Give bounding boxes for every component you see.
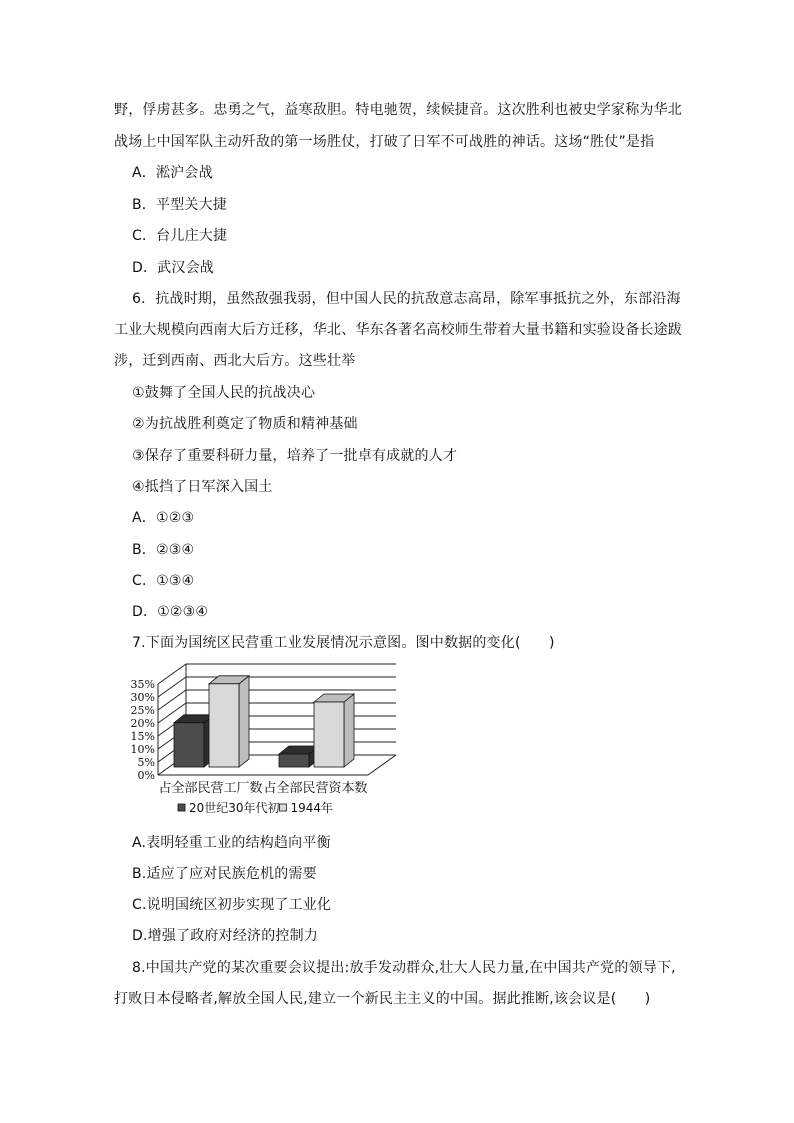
q7-option-d: D.增强了政府对经济的控制力 [132,928,319,944]
q6-item-1: ①鼓舞了全国人民的抗战决心 [132,385,316,401]
bar-side [239,676,249,767]
q6-option-b: B．②③④ [132,542,195,558]
q6-stem-line-2: 工业大规模向西南大后方迁移，华北、华东各著名高校师生带着大量书籍和实验设备长途跋 [114,322,682,338]
gridline-side [158,664,186,684]
q6-option-c: C．①③④ [132,573,195,589]
gridline-side [158,677,186,697]
legend-label: 1944年 [290,801,334,815]
y-tick-label: 30% [130,691,155,704]
legend-swatch [178,804,185,811]
q5-stem-line-1: 野，俘虏甚多。忠勇之气，益寒敌胆。特电驰贺，续候捷音。这次胜利也被史学家称为华北 [114,102,682,118]
y-tick-label: 25% [130,704,155,717]
q8-stem-line-2: 打败日本侵略者,解放全国人民,建立一个新民主主义的中国。据此推断,该会议是( ) [114,991,651,1007]
x-category-label: 占全部民营工厂数 [158,781,263,796]
y-tick-label: 0% [137,769,155,782]
legend-swatch [280,804,287,811]
q7-bar-chart [128,658,418,820]
x-category-label: 占全部民营资本数 [263,781,368,796]
q7-option-c: C.说明国统区初步实现了工业化 [132,897,332,913]
q5-stem-line-2: 战场上中国军队主动歼敌的第一场胜仗，打破了日军不可战胜的神话。这场“胜仗”是指 [114,134,655,150]
q7-option-a: A.表明轻重工业的结构趋向平衡 [132,835,331,851]
q5-option-a: A．淞沪会战 [132,165,213,181]
q6-item-3: ③保存了重要科研力量，培养了一批卓有成就的人才 [132,448,458,464]
gridline-side [158,690,186,710]
y-tick-label: 35% [130,678,155,691]
bar-side [344,694,354,767]
q7-option-b: B.适应了应对民族危机的需要 [132,866,317,882]
q6-option-a: A．①②③ [132,510,195,526]
q6-item-4: ④抵挡了日军深入国土 [132,479,273,495]
q5-option-d: D．武汉会战 [132,260,214,276]
q5-option-b: B．平型关大捷 [132,197,228,213]
q6-stem-line-1: 6．抗战时期，虽然敌强我弱，但中国人民的抗敌意志高昂，除军事抵抗之外，东部沿海 [132,291,681,307]
q7-chart-svg [128,658,418,820]
y-tick-label: 10% [130,743,155,756]
q6-stem-line-3: 涉，迁到西南、西北大后方。这些壮举 [114,353,356,369]
y-tick-label: 5% [137,756,155,769]
q6-item-2: ②为抗战胜利奠定了物质和精神基础 [132,416,358,432]
legend-label: 20世纪30年代初 [189,801,280,815]
bar [314,702,344,767]
bar [209,684,239,767]
bar [279,754,309,767]
q6-option-d: D．①②③④ [132,604,209,620]
bar [174,723,204,767]
q7-stem: 7.下面为国统区民营重工业发展情况示意图。图中数据的变化( ) [132,635,555,651]
y-tick-label: 15% [130,730,155,743]
q5-option-c: C．台儿庄大捷 [132,228,228,244]
y-tick-label: 20% [130,717,155,730]
floor-edge [368,755,396,775]
q8-stem-line-1: 8.中国共产党的某次重要会议提出:放手发动群众,壮大人民力量,在中国共产党的领导下, [132,960,676,976]
